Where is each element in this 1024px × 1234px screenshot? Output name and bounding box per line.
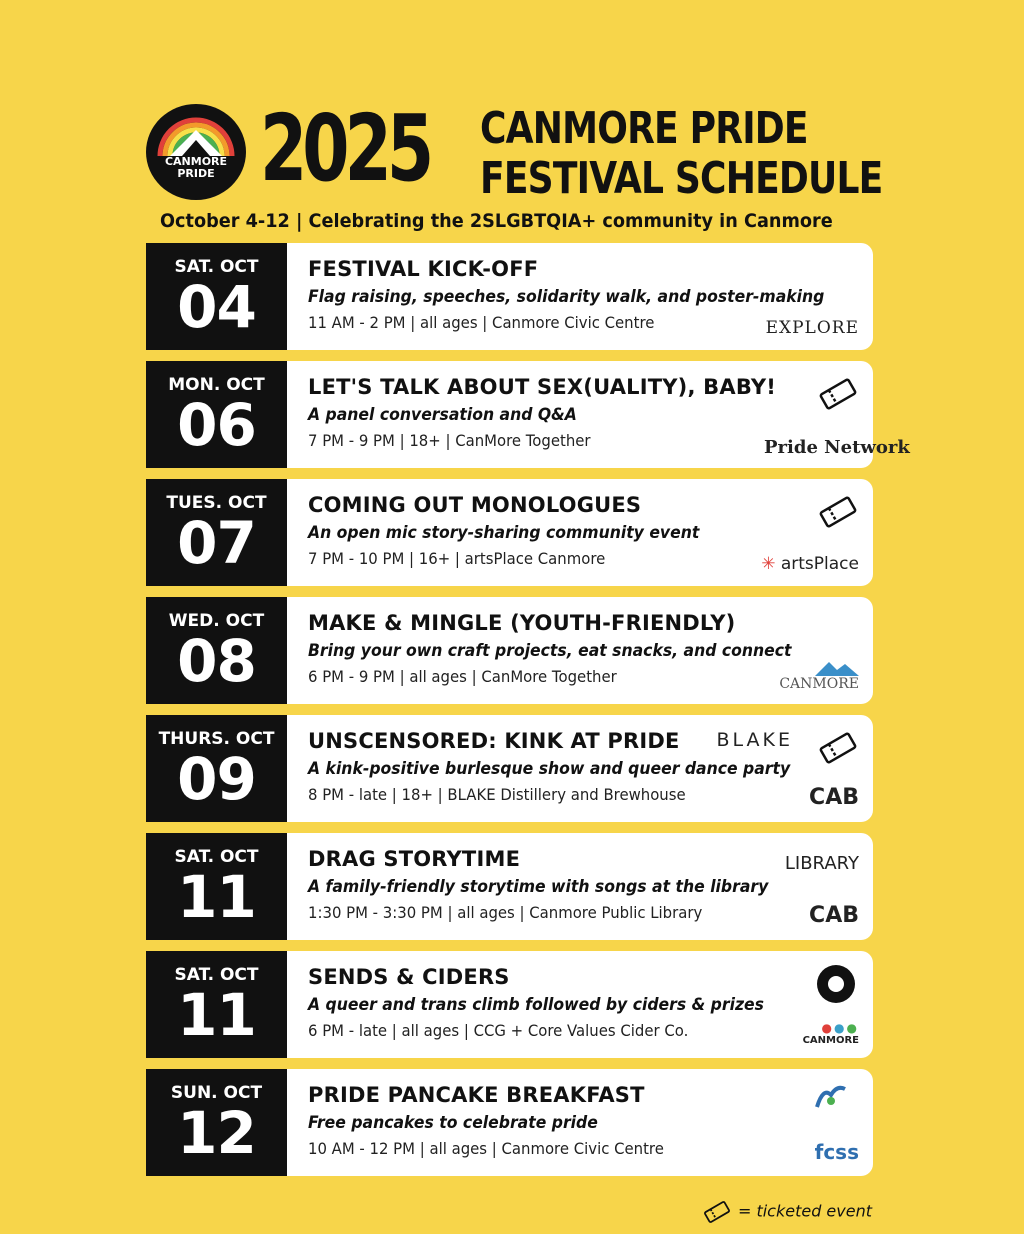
date-block: [146, 1069, 287, 1176]
event-card: [146, 243, 873, 350]
event-details: 6 PM - late | all ages | CCG + Core Values Cider Co.: [308, 1021, 689, 1040]
sponsor-town-of-canmore-logo: [779, 660, 859, 692]
event-weekday: SAT. OCT: [174, 965, 259, 985]
header: [146, 95, 886, 205]
legend-text: = ticketed event: [737, 1201, 872, 1221]
event-details: 7 PM - 9 PM | 18+ | CanMore Together: [308, 431, 591, 450]
date-block: [146, 951, 287, 1058]
event-weekday: MON. OCT: [168, 375, 265, 395]
ticket-icon: [817, 495, 859, 529]
event-weekday: SAT. OCT: [174, 257, 259, 277]
event-details: 1:30 PM - 3:30 PM | all ages | Canmore Public Library: [308, 903, 703, 922]
event-title: MAKE & MINGLE (YOUTH-FRIENDLY): [308, 611, 736, 635]
event-day: 06: [177, 391, 256, 459]
event-day: 11: [177, 981, 256, 1049]
mountain-icon: [815, 660, 859, 676]
event-title: UNSCENSORED: KINK AT PRIDE: [308, 729, 680, 753]
year-heading: 2025: [260, 95, 430, 202]
event-description: An open mic story-sharing community event: [308, 523, 700, 543]
event-card: [146, 597, 873, 704]
date-block: [146, 597, 287, 704]
event-title: SENDS & CIDERS: [308, 965, 510, 989]
page-title: [480, 104, 883, 204]
ticket-icon: [817, 377, 859, 411]
ticket-icon: [817, 731, 859, 765]
date-block: [146, 833, 287, 940]
event-title: COMING OUT MONOLOGUES: [308, 493, 642, 517]
event-details: 8 PM - late | 18+ | BLAKE Distillery and Brewhouse: [308, 785, 686, 804]
event-title: LET'S TALK ABOUT SEX(UALITY), BABY!: [308, 375, 777, 399]
subtitle: October 4-12 | Celebrating the 2SLGBTQIA+ community in Canmore: [160, 210, 833, 232]
climbing-gym-dots-icon: ●●●: [821, 1021, 859, 1035]
artsplace-logo-text: artsPlace: [780, 554, 859, 574]
event-card: [146, 479, 873, 586]
event-description: A panel conversation and Q&A: [308, 405, 577, 425]
logo-text-canmore: CANMORE: [164, 155, 228, 168]
event-weekday: THURS. OCT: [158, 729, 275, 749]
event-description: A queer and trans climb followed by ciders & prizes: [308, 995, 764, 1015]
event-details: 11 AM - 2 PM | all ages | Canmore Civic Centre: [308, 313, 655, 332]
event-description: Bring your own craft projects, eat snacks, and connect: [308, 641, 792, 661]
title-line-1: CANMORE PRIDE: [480, 103, 808, 154]
event-card: [146, 951, 873, 1058]
canmore-pride-logo: [146, 104, 246, 200]
event-details: 10 AM - 12 PM | all ages | Canmore Civic Centre: [308, 1139, 664, 1158]
date-block: [146, 243, 287, 350]
event-weekday: TUES. OCT: [166, 493, 267, 513]
event-weekday: SAT. OCT: [174, 847, 259, 867]
event-title: PRIDE PANCAKE BREAKFAST: [308, 1083, 645, 1107]
event-list: [146, 243, 910, 1187]
sponsor-library-logo: LIBRARY: [784, 853, 859, 874]
artsplace-burst-icon: ✳: [761, 554, 776, 574]
date-block: [146, 715, 287, 822]
event-card: [146, 833, 873, 940]
sponsor-canmore-climbing-gym-logo: [803, 1021, 859, 1046]
event-description: A family-friendly storytime with songs at the library: [308, 877, 769, 897]
event-title: FESTIVAL KICK-OFF: [308, 257, 539, 281]
sponsor-blake-logo: BLAKE: [716, 729, 793, 751]
event-weekday: SUN. OCT: [170, 1083, 263, 1103]
date-block: [146, 361, 287, 468]
event-day: 07: [177, 509, 256, 577]
event-card: [146, 361, 910, 468]
logo-text-pride: PRIDE: [177, 167, 215, 180]
canmore-logo-text: CANMORE: [779, 676, 859, 692]
family-connection-logo-icon: [813, 1081, 849, 1111]
event-card: [146, 715, 873, 822]
sponsor-cab-logo: CAB: [809, 785, 859, 810]
event-day: 08: [177, 627, 256, 695]
sponsor-cab-logo: CAB: [809, 903, 859, 928]
date-block: [146, 479, 287, 586]
event-details: 6 PM - 9 PM | all ages | CanMore Together: [308, 667, 617, 686]
sponsor-fcss-logo: fcss: [814, 1140, 859, 1164]
event-day: 09: [177, 745, 256, 813]
sponsor-artsplace-logo: [761, 554, 859, 574]
climbing-gym-logo-text: CANMORE: [802, 1035, 859, 1046]
ticket-icon: [702, 1200, 732, 1224]
event-description: A kink-positive burlesque show and queer dance party: [308, 759, 791, 779]
event-details: 7 PM - 10 PM | 16+ | artsPlace Canmore: [308, 549, 606, 568]
event-day: 04: [177, 273, 256, 341]
event-description: Flag raising, speeches, solidarity walk, and poster-making: [308, 287, 825, 307]
core-values-badge-icon: [815, 963, 857, 1005]
event-day: 11: [177, 863, 256, 931]
ticket-legend: [702, 1200, 872, 1224]
event-card: [146, 1069, 873, 1176]
event-title: DRAG STORYTIME: [308, 847, 521, 871]
sponsor-explore-logo: EXPLORE: [765, 318, 859, 338]
title-line-2: FESTIVAL SCHEDULE: [480, 153, 883, 204]
event-description: Free pancakes to celebrate pride: [308, 1113, 598, 1133]
event-day: 12: [177, 1099, 256, 1167]
sponsor-pride-network-logo: Pride Network: [764, 437, 910, 458]
event-weekday: WED. OCT: [168, 611, 265, 631]
